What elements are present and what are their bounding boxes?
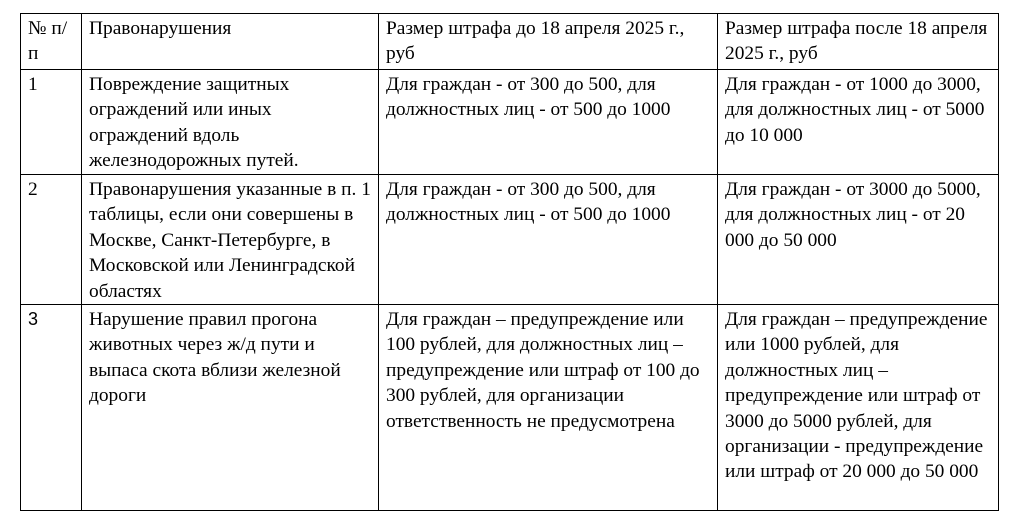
table-row [21, 305, 999, 511]
fine-after-cell: Для граждан - от 1000 до 3000, для должностных лиц - от 5000 до 10 000 [718, 70, 999, 175]
fine-before-cell: Для граждан – предупреждение или 100 рублей, для должностных лиц – предупреждение или штраф от 100 до 300 рублей, для организации ответственность не предусмотрена [379, 305, 718, 511]
fine-before-cell: Для граждан - от 300 до 500, для должностных лиц - от 500 до 1000 [379, 175, 718, 305]
fine-after-cell: Для граждан - от 3000 до 5000, для должностных лиц - от 20 000 до 50 000 [718, 175, 999, 305]
header-offense: Правонарушения [82, 14, 379, 70]
header-fine-before: Размер штрафа до 18 апреля 2025 г., руб [379, 14, 718, 70]
offense-cell: Правонарушения указанные в п. 1 таблицы, если они совершены в Москве, Санкт-Петербурге, в Московской или Ленинградской областях [82, 175, 379, 305]
header-fine-after: Размер штрафа после 18 апреля 2025 г., руб [718, 14, 999, 70]
fine-after-cell: Для граждан – предупреждение или 1000 рублей, для должностных лиц – предупреждение или штраф от 3000 до 5000 рублей, для организации - предупреждение или штраф от 20 000 до 50 000 [718, 305, 999, 511]
row-number: 1 [21, 70, 82, 175]
table-row [21, 70, 999, 175]
header-number: № п/п [21, 14, 82, 70]
table-header-row [21, 14, 999, 70]
row-number: 3 [21, 305, 82, 511]
offense-cell: Нарушение правил прогона животных через ж/д пути и выпаса скота вблизи железной дороги [82, 305, 379, 511]
fines-table [20, 13, 999, 511]
fine-before-cell: Для граждан - от 300 до 500, для должностных лиц - от 500 до 1000 [379, 70, 718, 175]
table-row [21, 175, 999, 305]
row-number: 2 [21, 175, 82, 305]
offense-cell: Повреждение защитных ограждений или иных ограждений вдоль железнодорожных путей. [82, 70, 379, 175]
